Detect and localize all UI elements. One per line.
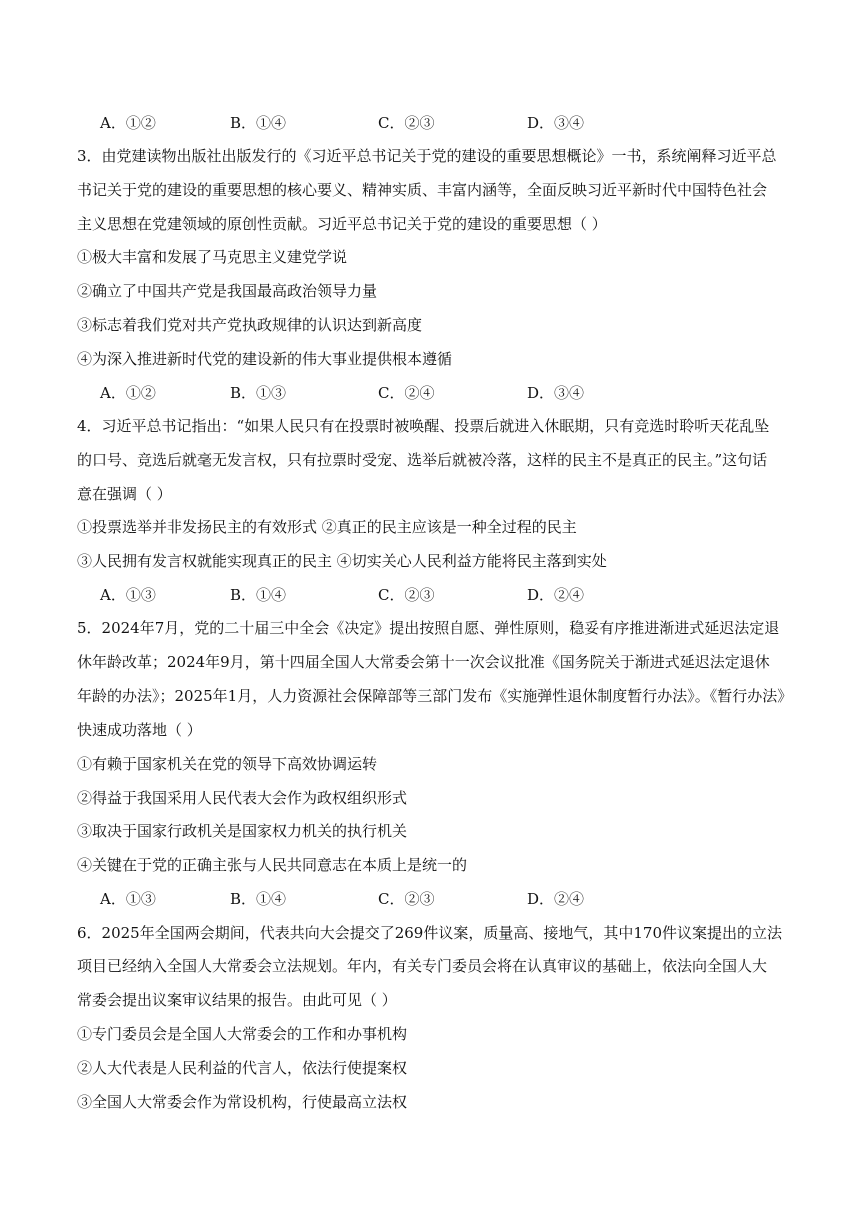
q3-option-c: C．②④ [378, 384, 435, 402]
q3-option-d: D．③④ [527, 384, 585, 402]
q3-options [100, 384, 740, 402]
q2-option-b: B．①④ [230, 114, 287, 132]
q5-item: ①有赖于国家机关在党的领导下高效协调运转 [77, 755, 378, 773]
q4-options [100, 586, 740, 604]
q3-stem-line: 3．由党建读物出版社出版发行的《习近平总书记关于党的建设的重要思想概论》一书，系统阐释习近平总 [77, 147, 777, 165]
q4-option-c: C．②③ [378, 586, 435, 604]
q3-item: ③标志着我们党对共产党执政规律的认识达到新高度 [77, 316, 423, 334]
q3-item: ①极大丰富和发展了马克思主义建党学说 [77, 248, 348, 266]
q4-item: ①投票选举并非发扬民主的有效形式 ②真正的民主应该是一种全过程的民主 [77, 518, 577, 536]
q6-item: ②人大代表是人民利益的代言人，依法行使提案权 [77, 1059, 408, 1077]
q5-option-b: B．①④ [230, 890, 287, 908]
q6-item: ③全国人大常委会作为常设机构，行使最高立法权 [77, 1093, 408, 1111]
q6-item: ①专门委员会是全国人大常委会的工作和办事机构 [77, 1025, 408, 1043]
q3-item: ④为深入推进新时代党的建设新的伟大事业提供根本遵循 [77, 350, 453, 368]
q4-stem-line: 的口号、竞选后就毫无发言权，只有拉票时受宠、选举后就被冷落，这样的民主不是真正的民主。”这句话 [77, 451, 768, 469]
q6-stem-line: 常委会提出议案审议结果的报告。由此可见（ ） [77, 991, 397, 1009]
q5-item: ④关键在于党的正确主张与人民共同意志在本质上是统一的 [77, 856, 468, 874]
q2-option-d: D．③④ [527, 114, 585, 132]
q2-option-a: A．①② [100, 114, 156, 132]
q3-item: ②确立了中国共产党是我国最高政治领导力量 [77, 282, 378, 300]
q4-option-a: A．①③ [100, 586, 156, 604]
q6-stem-line: 项目已经纳入全国人大常委会立法规划。年内，有关专门委员会将在认真审议的基础上，依法向全国人大 [77, 957, 768, 975]
q3-stem-line: 书记关于党的建设的重要思想的核心要义、精神实质、丰富内涵等，全面反映习近平新时代中国特色社会 [77, 181, 768, 199]
q5-stem-line: 年龄的办法》；2025年1月，人力资源社会保障部等三部门发布《实施弹性退休制度暂行办法》。《暂行办法》 [77, 687, 793, 705]
q5-option-a: A．①③ [100, 890, 156, 908]
q5-option-c: C．②③ [378, 890, 435, 908]
q4-option-d: D．②④ [527, 586, 585, 604]
q3-option-a: A．①② [100, 384, 156, 402]
q5-option-d: D．②④ [527, 890, 585, 908]
q4-item: ③人民拥有发言权就能实现真正的民主 ④切实关心人民利益方能将民主落到实处 [77, 552, 607, 570]
q3-stem-line: 主义思想在党建领域的原创性贡献。习近平总书记关于党的建设的重要思想（ ） [77, 215, 607, 233]
q5-item: ③取决于国家行政机关是国家权力机关的执行机关 [77, 822, 408, 840]
q5-stem-line: 休年龄改革；2024年9月，第十四届全国人大常委会第十一次会议批准《国务院关于渐进式延迟法定退休 [77, 653, 770, 671]
q3-option-b: B．①③ [230, 384, 287, 402]
q2-options [100, 114, 740, 132]
q4-stem-line: 4．习近平总书记指出：“如果人民只有在投票时被唤醒、投票后就进入休眠期，只有竞选时聆听天花乱坠 [77, 417, 770, 435]
q4-stem-line: 意在强调（ ） [77, 485, 172, 503]
q5-stem-line: 快速成功落地（ ） [77, 721, 202, 739]
q4-option-b: B．①④ [230, 586, 287, 604]
q2-option-c: C．②③ [378, 114, 435, 132]
q5-stem-line: 5．2024年7月，党的二十届三中全会《决定》提出按照自愿、弹性原则，稳妥有序推进渐进式延迟法定退 [77, 619, 780, 637]
q5-options [100, 890, 740, 908]
q6-stem-line: 6．2025年全国两会期间，代表共向大会提交了269件议案，质量高、接地气，其中170件议案提出的立法 [77, 924, 782, 942]
q5-item: ②得益于我国采用人民代表大会作为政权组织形式 [77, 789, 408, 807]
